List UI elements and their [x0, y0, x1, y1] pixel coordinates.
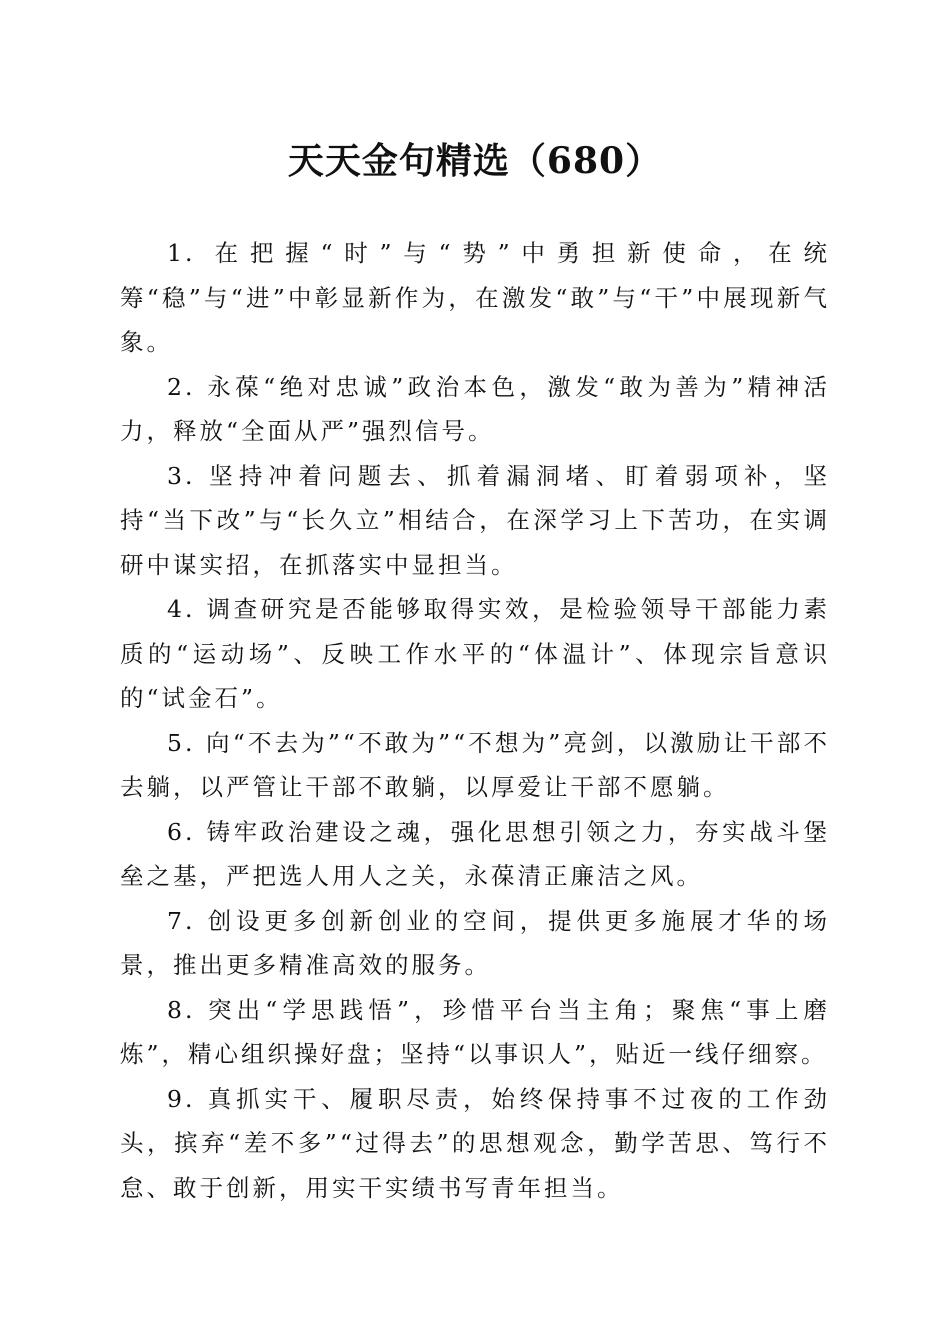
paragraph-4: 4. 调查研究是否能够取得实效，是检验领导干部能力素质的“运动场”、反映工作水平的“体温计”、体现宗旨意识的“试金石”。: [120, 595, 831, 712]
paragraph-1: 1. 在把握“时”与“势”中勇担新使命，在统筹“稳”与“进”中彰显新作为，在激发“敢”与“干”中展现新气象。: [120, 239, 830, 356]
paragraph-6: 6. 铸牢政治建设之魂，强化思想引领之力，夯实战斗堡垒之基，严把选人用人之关，永葆清正廉洁之风。: [120, 817, 831, 890]
paragraph-8: 8. 突出“学思践悟”，珍惜平台当主角；聚焦“事上磨炼”，精心组织操好盘；坚持“以事识人”，贴近一线仔细察。: [120, 995, 830, 1068]
paragraph-5: 5. 向“不去为”“不敢为”“不想为”亮剑，以激励让干部不去躺，以严管让干部不敢躺，以厚爱让干部不愿躺。: [120, 728, 830, 801]
document-body: [120, 231, 830, 1210]
paragraph-9: 9. 真抓实干、履职尽责，始终保持事不过夜的工作劲头，摈弃“差不多”“过得去”的思想观念，勤学苦思、笃行不怠、敢于创新，用实干实绩书写青年担当。: [120, 1084, 830, 1202]
document-title: 天天金句精选（680）: [287, 140, 663, 182]
paragraph-3: 3. 坚持冲着问题去、抓着漏洞堵、盯着弱项补，坚持“当下改”与“长久立”相结合，在深学习上下苦功，在实调研中谋实招，在抓落实中显担当。: [120, 461, 830, 579]
paragraph-2: 2. 永葆“绝对忠诚”政治本色，激发“敢为善为”精神活力，释放“全面从严”强烈信号。: [120, 372, 830, 445]
paragraph-7: 7. 创设更多创新创业的空间，提供更多施展才华的场景，推出更多精准高效的服务。: [120, 906, 830, 979]
